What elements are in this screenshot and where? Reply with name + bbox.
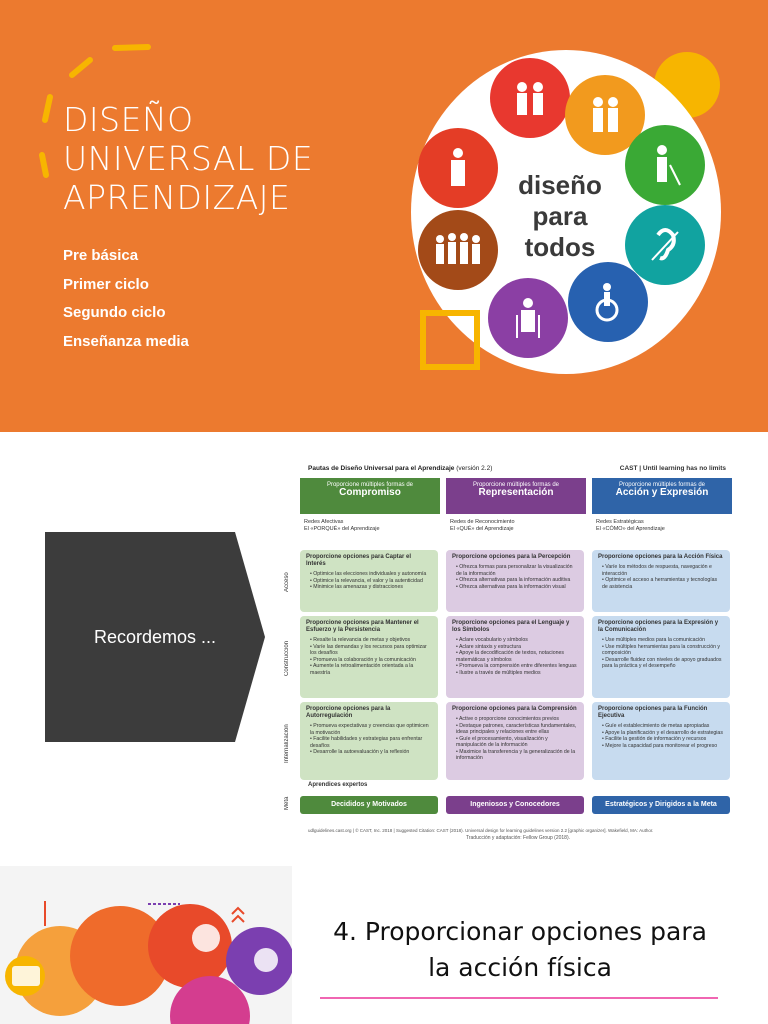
guidelines-title: Pautas de Diseño Universal para el Aprendizaje (versión 2.2) bbox=[308, 465, 493, 472]
slide-title bbox=[300, 914, 740, 986]
guideline-heading: Proporcione opciones para la Acción Física bbox=[598, 554, 723, 560]
guideline-bullet: • Aclare sintaxis y estructura bbox=[456, 643, 521, 650]
blind-person-petal-icon bbox=[625, 125, 705, 205]
person-petal-icon bbox=[418, 128, 498, 208]
guideline-cell bbox=[446, 616, 584, 698]
guideline-bullet: • Guíe el establecimiento de metas apropiadas bbox=[602, 723, 710, 729]
level-item: Segundo ciclo bbox=[63, 304, 166, 321]
column-header-representation: Proporcione múltiples formas de Representación bbox=[446, 478, 586, 514]
decorative-yellow-square bbox=[420, 310, 480, 370]
guideline-heading: Proporcione opciones para la Función Ejecutiva bbox=[598, 706, 708, 719]
group-petal-icon bbox=[418, 210, 498, 290]
experts-label: Aprendices expertos bbox=[308, 782, 368, 788]
title-line-2: la acción física bbox=[428, 953, 612, 982]
udl-guidelines-chart bbox=[284, 462, 734, 841]
callout-text: Recordemos ... bbox=[93, 626, 217, 647]
title-line-1: 4. Proporcionar opciones para bbox=[333, 917, 707, 946]
guideline-bullet: • Use múltiples medios para la comunicación bbox=[602, 637, 706, 643]
guideline-cell bbox=[300, 616, 438, 698]
title-line-3: APRENDIZAJE bbox=[63, 178, 291, 217]
guideline-bullet: • Desarrolle fluidez con niveles de apoyo graduados para la práctica y el desempeño bbox=[602, 656, 722, 669]
guideline-bullet: • Active o proporcione conocimientos previos bbox=[456, 716, 560, 722]
guideline-cell bbox=[446, 702, 584, 780]
cast-brand: CAST | Until learning has no limits bbox=[619, 465, 726, 472]
wheelchair-petal-icon bbox=[568, 262, 648, 342]
row-label-construction: Construcción bbox=[284, 640, 290, 676]
guideline-bullet: • Optimice las elecciones individuales y autonomía bbox=[310, 571, 427, 577]
guideline-bullet: • Optimice el acceso a herramientas y tecnologías de asistencia bbox=[602, 577, 718, 590]
guideline-cell bbox=[592, 616, 730, 698]
title-line-2: UNIVERSAL DE bbox=[63, 139, 314, 178]
guideline-bullet: • Desarrolle la autoevaluación y la reflexión bbox=[310, 749, 410, 755]
guideline-heading: Proporcione opciones para el Lenguaje y los Símbolos bbox=[452, 620, 570, 633]
guideline-bullet: • Aclare vocabulario y símbolos bbox=[456, 637, 528, 643]
network-label: Redes Afectivas El «PORQUÉ» del Aprendizaje bbox=[300, 515, 440, 545]
level-item: Enseñanza media bbox=[63, 332, 189, 350]
hearing-petal-icon bbox=[625, 205, 705, 285]
logo-word: todos bbox=[524, 232, 596, 262]
expert-goal-engagement: Decididos y Motivados bbox=[300, 796, 438, 814]
slide-physical-action bbox=[0, 866, 768, 1024]
guideline-bullet: • Facilite habilidades y estrategias para enfrentar desafíos bbox=[310, 736, 423, 749]
guideline-heading: Proporcione opciones para la Percepción bbox=[452, 554, 571, 560]
guideline-bullet: • Apoye la decodificación de textos, notaciones matemáticas y símbolos bbox=[456, 650, 564, 663]
row-label-goal: Meta bbox=[284, 796, 290, 810]
row-label-internalization: Internalización bbox=[284, 724, 290, 764]
guideline-heading: Proporcione opciones para la Expresión y la Comunicación bbox=[598, 620, 719, 633]
title-line-1: DISEÑO bbox=[63, 100, 194, 139]
guideline-heading: Proporcione opciones para Mantener el Esfuerzo y la Persistencia bbox=[306, 620, 419, 633]
guideline-bullet: • Varíe las demandas y los recursos para optimizar los desafíos bbox=[310, 643, 427, 656]
guideline-heading: Proporcione opciones para la Autorregulación bbox=[306, 706, 391, 719]
guideline-heading: Proporcione opciones para Captar el Interés bbox=[306, 554, 412, 567]
column-header-engagement: Proporcione múltiples formas de Compromiso bbox=[300, 478, 440, 514]
level-item: Pre básica bbox=[63, 247, 139, 264]
guideline-cell bbox=[446, 550, 584, 612]
network-label: Redes Estratégicas El «CÓMO» del Aprendizaje bbox=[592, 515, 732, 545]
guideline-bullet: • Use múltiples herramientas para la construcción y composición bbox=[602, 643, 721, 656]
guideline-bullet: • Mejore la capacidad para monitorear el progreso bbox=[602, 742, 718, 749]
expert-goal-action: Estratégicos y Dirigidos a la Meta bbox=[592, 796, 730, 814]
slide-udl-guidelines bbox=[0, 432, 768, 864]
slide-udl-title bbox=[0, 0, 768, 432]
guideline-cell bbox=[592, 550, 730, 612]
guideline-bullet: • Guíe el procesamiento, visualización y manipulación de la información bbox=[456, 735, 548, 748]
illustration-image bbox=[0, 866, 292, 1024]
guideline-heading: Proporcione opciones para la Comprensión bbox=[452, 706, 577, 712]
education-levels-list bbox=[63, 242, 189, 356]
level-item: Primer ciclo bbox=[63, 275, 149, 293]
guideline-bullet: • Minimice las amenazas y distracciones bbox=[310, 584, 403, 590]
column-header-action: Proporcione múltiples formas de Acción y Expresión bbox=[592, 478, 732, 514]
guideline-bullet: • Varíe los métodos de respuesta, navegación e interacción bbox=[602, 564, 712, 577]
logo-word: diseño bbox=[518, 170, 602, 200]
title-underline bbox=[320, 997, 718, 999]
guideline-cell bbox=[592, 702, 730, 780]
guideline-bullet: • Ofrezca formas para personalizar la visualización de la información bbox=[456, 564, 573, 577]
guideline-bullet: • Ilustre a través de múltiples medios bbox=[456, 669, 541, 676]
guideline-bullet: • Apoye la planificación y el desarrollo de estrategias bbox=[602, 729, 723, 736]
guideline-bullet: • Destaque patrones, características fundamentales, ideas principales y relaciones entre ellas bbox=[456, 722, 577, 735]
network-label: Redes de Reconocimiento El «QUÉ» del Aprendizaje bbox=[446, 515, 586, 545]
guideline-bullet: • Optimice la relevancia, el valor y la autenticidad bbox=[310, 577, 423, 584]
guidelines-footer: udlguidelines.cast.org | © CAST, Inc. 2018 | Suggested Citation: CAST (2018). Universal design for learning guidelines version 2.2 [graphic organizer]. Wakefield, MA: Author. Traducción y adaptación: Fellow Group (2018). bbox=[308, 828, 654, 841]
walker-petal-icon bbox=[488, 278, 568, 358]
guideline-bullet: • Promueva la colaboración y la comunicación bbox=[310, 656, 416, 663]
guideline-bullet: • Maximice la transferencia y la generalización de la información bbox=[456, 748, 576, 761]
guideline-cell bbox=[300, 702, 438, 780]
guideline-bullet: • Promueva expectativas y creencias que optimicen la motivación bbox=[310, 723, 429, 736]
logo-text bbox=[500, 170, 620, 263]
slide-title bbox=[63, 100, 313, 217]
guideline-bullet: • Ofrezca alternativas para la información visual bbox=[456, 583, 566, 590]
family-petal-icon bbox=[490, 58, 570, 138]
guideline-cell bbox=[300, 550, 438, 612]
expert-goal-representation: Ingeniosos y Conocedores bbox=[446, 796, 584, 814]
guideline-bullet: • Facilite la gestión de información y recursos bbox=[602, 736, 707, 742]
guideline-bullet: • Promueva la comprensión entre diferentes lenguas bbox=[456, 663, 577, 669]
guideline-bullet: • Ofrezca alternativas para la información auditiva bbox=[456, 577, 571, 583]
logo-word: para bbox=[532, 201, 588, 231]
guideline-bullet: • Aumente la retroalimentación orientada a la maestría bbox=[310, 663, 414, 676]
row-label-access: Acceso bbox=[284, 572, 290, 592]
guideline-bullet: • Resalte la relevancia de metas y objetivos bbox=[310, 637, 411, 643]
